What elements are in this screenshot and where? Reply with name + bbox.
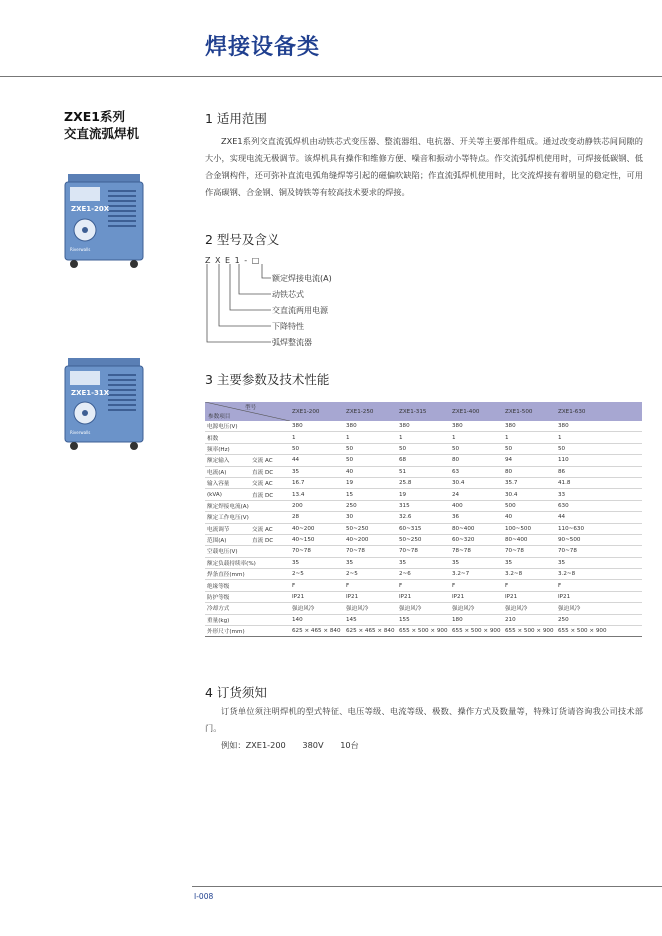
param-value: 强迫风冷 bbox=[290, 603, 344, 614]
param-value: 145 bbox=[344, 614, 397, 625]
param-value: 70~78 bbox=[290, 546, 344, 557]
param-value: 50 bbox=[344, 455, 397, 466]
param-name: 空载电压(V) bbox=[205, 546, 290, 557]
param-value: 24 bbox=[450, 489, 503, 500]
param-value: 80~400 bbox=[450, 523, 503, 534]
param-value: 50 bbox=[344, 443, 397, 454]
param-value: 63 bbox=[450, 466, 503, 477]
svg-text:Riverwalls: Riverwalls bbox=[70, 247, 91, 252]
spec-row bbox=[205, 591, 642, 602]
param-value: 19 bbox=[397, 489, 450, 500]
spec-row bbox=[205, 626, 642, 637]
param-value: F bbox=[397, 580, 450, 591]
param-value: 380 bbox=[397, 421, 450, 432]
param-name: 外形尺寸(mm) bbox=[205, 626, 290, 637]
param-value: 强迫风冷 bbox=[397, 603, 450, 614]
meaning-rectifier: 弧焊整流器 bbox=[272, 338, 312, 347]
param-value: 380 bbox=[556, 421, 642, 432]
example-voltage: 380V bbox=[302, 740, 324, 750]
model-header: ZXE1-630 bbox=[556, 402, 642, 421]
param-name: (kVA) bbox=[205, 489, 250, 500]
param-value: 35 bbox=[556, 557, 642, 568]
welder-machine-icon bbox=[60, 172, 148, 270]
param-value: 500 bbox=[503, 500, 556, 511]
meaning-drooping: 下降特性 bbox=[272, 322, 304, 331]
spec-row bbox=[205, 443, 642, 454]
footer-divider bbox=[192, 886, 662, 887]
param-value: 250 bbox=[344, 500, 397, 511]
param-value: 90~500 bbox=[556, 534, 642, 545]
param-name: 额定工作电压(V) bbox=[205, 512, 290, 523]
section-4-paragraph: 订货单位须注明焊机的型式特征、电压等级、电流等级、极数、操作方式及数量等，特殊订货请咨询我公司技术部门。 bbox=[205, 706, 643, 733]
param-value: F bbox=[344, 580, 397, 591]
param-value: 13.4 bbox=[290, 489, 344, 500]
param-value: 2~5 bbox=[344, 569, 397, 580]
model-header: ZXE1-200 bbox=[290, 402, 344, 421]
param-name: 额定焊接电流(A) bbox=[205, 500, 290, 511]
param-value: 15 bbox=[344, 489, 397, 500]
spec-row bbox=[205, 421, 642, 432]
param-value: 400 bbox=[450, 500, 503, 511]
product-name bbox=[64, 108, 139, 142]
param-value: 1 bbox=[556, 432, 642, 443]
param-sub: 交流 AC bbox=[250, 477, 290, 488]
param-value: 70~78 bbox=[503, 546, 556, 557]
param-value: IP21 bbox=[450, 591, 503, 602]
param-value: 35 bbox=[344, 557, 397, 568]
model-header: ZXE1-500 bbox=[503, 402, 556, 421]
spec-row bbox=[205, 557, 642, 568]
param-value: 630 bbox=[556, 500, 642, 511]
param-value: IP21 bbox=[503, 591, 556, 602]
param-name: 防护等级 bbox=[205, 591, 290, 602]
meaning-moving-core: 动铁芯式 bbox=[272, 290, 304, 299]
param-value: IP21 bbox=[290, 591, 344, 602]
spec-row bbox=[205, 614, 642, 625]
param-value: 2~6 bbox=[397, 569, 450, 580]
param-value: 315 bbox=[397, 500, 450, 511]
model-header: ZXE1-250 bbox=[344, 402, 397, 421]
param-name: 电流调节 bbox=[205, 523, 250, 534]
example-model: ZXE1-200 bbox=[245, 740, 286, 750]
param-value: 35 bbox=[450, 557, 503, 568]
param-name: 相数 bbox=[205, 432, 290, 443]
param-value: 78~78 bbox=[450, 546, 503, 557]
param-value: 1 bbox=[397, 432, 450, 443]
param-value: 44 bbox=[290, 455, 344, 466]
param-value: 80~400 bbox=[503, 534, 556, 545]
param-value: 40 bbox=[503, 512, 556, 523]
param-value: 2~5 bbox=[290, 569, 344, 580]
param-value: 70~78 bbox=[344, 546, 397, 557]
param-value: F bbox=[290, 580, 344, 591]
param-value: 30.4 bbox=[450, 477, 503, 488]
param-value: F bbox=[503, 580, 556, 591]
product-series: ZXE1系列 bbox=[64, 109, 125, 124]
param-value: 50~250 bbox=[397, 534, 450, 545]
param-value: 86 bbox=[556, 466, 642, 477]
param-value: 50 bbox=[556, 443, 642, 454]
spec-row bbox=[205, 500, 642, 511]
param-value: 50 bbox=[290, 443, 344, 454]
svg-text:ZXE1-31X: ZXE1-31X bbox=[71, 389, 110, 397]
param-value: 50 bbox=[503, 443, 556, 454]
param-sub: 交流 AC bbox=[250, 523, 290, 534]
param-value: 3.2~8 bbox=[556, 569, 642, 580]
param-sub: 交流 AC bbox=[250, 455, 290, 466]
param-value: 33 bbox=[556, 489, 642, 500]
param-name: 范围(A) bbox=[205, 534, 250, 545]
param-name: 焊条直径(mm) bbox=[205, 569, 290, 580]
param-value: 19 bbox=[344, 477, 397, 488]
param-value: IP21 bbox=[556, 591, 642, 602]
meaning-rated-current: 额定焊接电流(A) bbox=[272, 274, 332, 283]
spec-header-row bbox=[205, 402, 642, 421]
param-value: 强迫风冷 bbox=[450, 603, 503, 614]
section-2-title: 2 型号及含义 bbox=[205, 232, 280, 247]
order-example bbox=[205, 737, 659, 754]
model-code: Z X E 1 - □ bbox=[205, 256, 261, 265]
section-4-title: 4 订货须知 bbox=[205, 685, 267, 700]
param-value: 25.8 bbox=[397, 477, 450, 488]
param-name: 绝缘等级 bbox=[205, 580, 290, 591]
param-name: 频率(Hz) bbox=[205, 443, 290, 454]
param-value: 41.8 bbox=[556, 477, 642, 488]
param-value: 380 bbox=[344, 421, 397, 432]
section-3-title: 3 主要参数及技术性能 bbox=[205, 372, 330, 387]
param-value: 50 bbox=[450, 443, 503, 454]
spec-row bbox=[205, 466, 642, 477]
param-value: F bbox=[450, 580, 503, 591]
param-name: 冷却方式 bbox=[205, 603, 290, 614]
param-value: 80 bbox=[503, 466, 556, 477]
spec-table bbox=[205, 402, 642, 637]
spec-row bbox=[205, 455, 642, 466]
param-sub: 直流 DC bbox=[250, 466, 290, 477]
param-value: 625 × 465 × 840 bbox=[344, 626, 397, 637]
param-value: 60~320 bbox=[450, 534, 503, 545]
param-value: 94 bbox=[503, 455, 556, 466]
param-name: 电源电压(V) bbox=[205, 421, 290, 432]
param-value: 110 bbox=[556, 455, 642, 466]
example-label: 例如： bbox=[221, 740, 246, 750]
param-value: 655 × 500 × 900 bbox=[556, 626, 642, 637]
param-value: 380 bbox=[450, 421, 503, 432]
param-value: 16.7 bbox=[290, 477, 344, 488]
spec-row bbox=[205, 489, 642, 500]
param-value: 30 bbox=[344, 512, 397, 523]
param-value: 655 × 500 × 900 bbox=[397, 626, 450, 637]
param-sub: 直流 DC bbox=[250, 534, 290, 545]
param-value: 655 × 500 × 900 bbox=[450, 626, 503, 637]
param-value: 1 bbox=[290, 432, 344, 443]
param-value: 44 bbox=[556, 512, 642, 523]
section-1-paragraph: ZXE1系列交直流弧焊机由动铁芯式变压器、整流器组、电抗器、开关等主要部件组成。通过改变动静铁芯间间隙的大小，实现电流无极调节。该焊机具有操作和维修方便、噪音和振动小等特点。作交流弧焊机使用时，可焊接低碳钢、低合金钢构件，还可弥补直流电弧角缝焊等引起的磁偏吹缺陷；作直流弧焊机使用时，比交流焊接有着明显的稳定性，可用作高碳钢、合金钢、铜及铸铁等有较高技术要求的焊接。 bbox=[205, 136, 643, 197]
spec-row bbox=[205, 523, 642, 534]
param-value: 80 bbox=[450, 455, 503, 466]
param-sub: 直流 DC bbox=[250, 489, 290, 500]
spec-row bbox=[205, 603, 642, 614]
param-value: F bbox=[556, 580, 642, 591]
param-value: 68 bbox=[397, 455, 450, 466]
param-value: 强迫风冷 bbox=[556, 603, 642, 614]
spec-row bbox=[205, 432, 642, 443]
param-value: 50 bbox=[397, 443, 450, 454]
spec-row bbox=[205, 477, 642, 488]
model-code-diagram bbox=[205, 264, 275, 348]
example-quantity: 10台 bbox=[340, 740, 359, 750]
page-title: 焊接设备类 bbox=[205, 35, 321, 60]
spec-row bbox=[205, 534, 642, 545]
param-value: 180 bbox=[450, 614, 503, 625]
header-model-label: 型号 bbox=[245, 405, 257, 411]
param-value: 28 bbox=[290, 512, 344, 523]
param-value: 32.6 bbox=[397, 512, 450, 523]
spec-row bbox=[205, 569, 642, 580]
param-value: 35 bbox=[397, 557, 450, 568]
header-divider bbox=[0, 76, 662, 77]
param-value: 70~78 bbox=[397, 546, 450, 557]
param-value: 50~250 bbox=[344, 523, 397, 534]
param-value: 655 × 500 × 900 bbox=[503, 626, 556, 637]
param-value: 380 bbox=[290, 421, 344, 432]
header-param-label: 参数项目 bbox=[208, 414, 231, 420]
param-value: 140 bbox=[290, 614, 344, 625]
param-value: 155 bbox=[397, 614, 450, 625]
param-value: 强迫风冷 bbox=[503, 603, 556, 614]
param-value: 51 bbox=[397, 466, 450, 477]
param-value: 35 bbox=[290, 557, 344, 568]
param-name: 输入容量 bbox=[205, 477, 250, 488]
product-photo-1 bbox=[60, 172, 148, 270]
model-header: ZXE1-400 bbox=[450, 402, 503, 421]
param-name: 额定输入 bbox=[205, 455, 250, 466]
product-photo-2 bbox=[60, 356, 148, 452]
param-value: 3.2~7 bbox=[450, 569, 503, 580]
spec-row bbox=[205, 512, 642, 523]
param-value: 40 bbox=[344, 466, 397, 477]
param-value: 40~150 bbox=[290, 534, 344, 545]
param-value: 40~200 bbox=[344, 534, 397, 545]
param-value: 380 bbox=[503, 421, 556, 432]
param-value: 30.4 bbox=[503, 489, 556, 500]
param-value: IP21 bbox=[397, 591, 450, 602]
param-value: 1 bbox=[503, 432, 556, 443]
model-header: ZXE1-315 bbox=[397, 402, 450, 421]
svg-text:Riverwalls: Riverwalls bbox=[70, 430, 91, 435]
welder-machine-icon bbox=[60, 356, 148, 452]
param-value: 200 bbox=[290, 500, 344, 511]
page-number: I-008 bbox=[194, 892, 214, 901]
param-value: 625 × 465 × 840 bbox=[290, 626, 344, 637]
param-value: 36 bbox=[450, 512, 503, 523]
section-1-title: 1 适用范围 bbox=[205, 111, 267, 126]
spec-header-corner bbox=[205, 402, 290, 421]
param-value: 3.2~8 bbox=[503, 569, 556, 580]
param-value: 强迫风冷 bbox=[344, 603, 397, 614]
param-value: 35 bbox=[503, 557, 556, 568]
param-value: IP21 bbox=[344, 591, 397, 602]
param-value: 1 bbox=[450, 432, 503, 443]
param-value: 35.7 bbox=[503, 477, 556, 488]
param-value: 250 bbox=[556, 614, 642, 625]
param-name: 重量(kg) bbox=[205, 614, 290, 625]
param-name: 额定负载持续率(%) bbox=[205, 557, 290, 568]
param-value: 1 bbox=[344, 432, 397, 443]
spec-row bbox=[205, 580, 642, 591]
param-value: 60~315 bbox=[397, 523, 450, 534]
product-type: 交直流弧焊机 bbox=[64, 126, 140, 141]
meaning-ac-dc-source: 交直流两用电源 bbox=[272, 306, 328, 315]
param-value: 100~500 bbox=[503, 523, 556, 534]
spec-row bbox=[205, 546, 642, 557]
param-name: 电流(A) bbox=[205, 466, 250, 477]
param-value: 35 bbox=[290, 466, 344, 477]
param-value: 210 bbox=[503, 614, 556, 625]
param-value: 70~78 bbox=[556, 546, 642, 557]
param-value: 40~200 bbox=[290, 523, 344, 534]
param-value: 110~630 bbox=[556, 523, 642, 534]
svg-text:ZXE1-20X: ZXE1-20X bbox=[71, 205, 110, 213]
